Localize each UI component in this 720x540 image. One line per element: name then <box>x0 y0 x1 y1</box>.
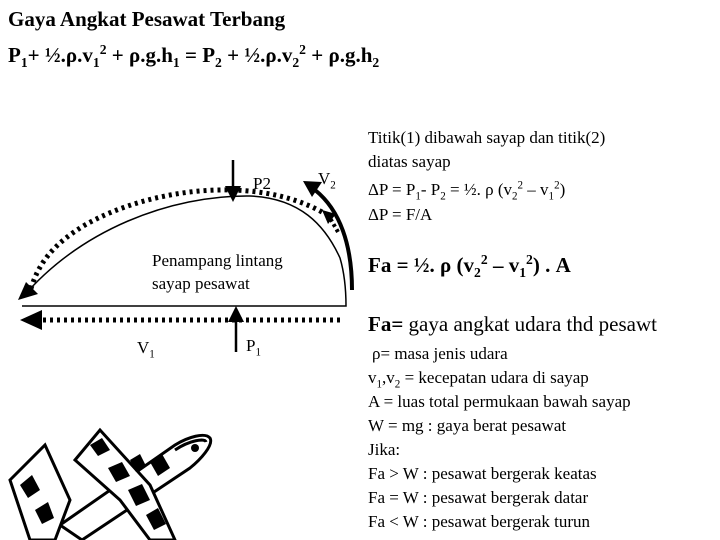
v1-label: $V_1$ <box>137 338 155 361</box>
airplane-image <box>10 430 211 540</box>
area-definition: A = luas total permukaan bawah sayap <box>368 392 631 411</box>
delta-p-force: ΔP = F/A <box>368 205 433 224</box>
p1-label: $P_1$ <box>246 336 261 359</box>
p1-pressure-arrowhead <box>228 306 244 322</box>
note-point-2: diatas sayap <box>368 152 451 171</box>
fa-definition: Fa= gaya angkat udara thd pesawt <box>368 312 657 336</box>
p2-pressure-arrowhead <box>225 186 241 202</box>
v2-velocity-arrow <box>315 190 352 290</box>
condition-heading: Jika: <box>368 440 401 459</box>
p2-label: P2 <box>253 174 271 193</box>
wing-label: Penampang lintang sayap pesawat <box>152 251 283 293</box>
delta-p-formula: $\Delta P = P_1-$ $P_2$ = ½. ρ $(v_2^2 - v_1^2)$ <box>368 179 566 203</box>
bernoulli-formula: $P_1+$ $\frac{1}{2}.\rho.v_1^2 + \rho.g.h_1 = P_2$ + $\frac{1}{2}.\rho.v_2^2 + \rho.g.h_2$ <box>8 42 380 71</box>
weight-definition: W = mg : gaya berat pesawat <box>368 416 567 435</box>
page-title: Gaya Angkat Pesawat Terbang <box>8 7 286 31</box>
condition-level: Fa = W : pesawat bergerak datar <box>368 488 589 507</box>
rho-definition: ρ= masa jenis udara <box>372 344 508 363</box>
velocity-definition: $v_1,v_2$ = kecepatan udara di sayap <box>368 368 589 391</box>
note-point-1: Titik(1) dibawah sayap dan titik(2) <box>368 128 606 147</box>
v2-label: $V_2$ <box>318 169 336 192</box>
condition-up: Fa > W : pesawat bergerak keatas <box>368 464 597 483</box>
condition-down: Fa < W : pesawat bergerak turun <box>368 512 591 531</box>
fa-formula: Fa = ½. ρ $(v_2^2 - v_1^2)$ . A <box>368 252 571 281</box>
lower-flow-arrowhead <box>20 310 42 330</box>
